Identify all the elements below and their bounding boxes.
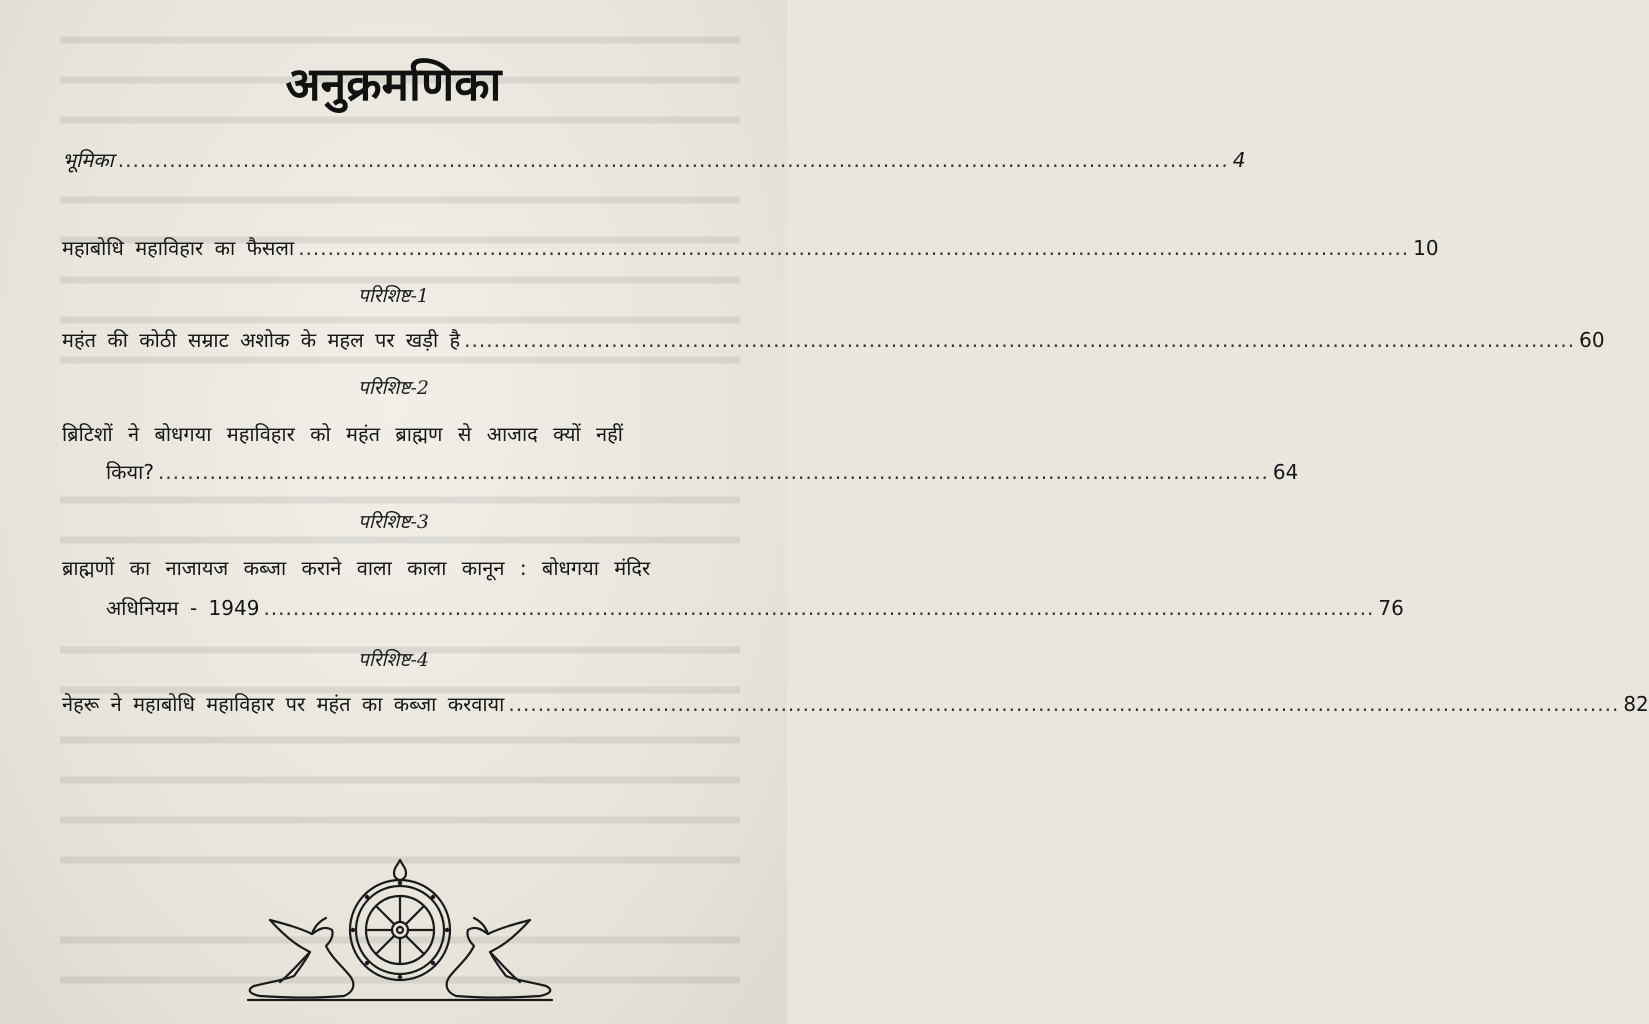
dot-leader: ....................................................................................................................................................... [298,236,1410,260]
toc-entry-black-law-line1[interactable]: ब्राह्मणों का नाजायज कब्जा कराने वाला काला कानून : बोधगया मंदिर [62,556,651,580]
toc-page-number: 4 [1232,148,1246,172]
toc-entry-label-continued: किया? [106,460,154,484]
appendix-heading-3: परिशिष्ट-3 [358,511,429,533]
toc-entry-label-continued: अधिनियम - 1949 [106,596,260,620]
toc-page-number: 76 [1378,596,1404,620]
dharma-wheel-with-deer-icon [240,858,560,1008]
toc-entry-label: महंत की कोठी सम्राट अशोक के महल पर खड़ी है [62,328,461,352]
toc-entry-british-line1[interactable]: ब्रिटिशों ने बोधगया महाविहार को महंत ब्राह्मण से आजाद क्यों नहीं [62,422,623,446]
toc-entry-nehru[interactable] [62,690,1649,717]
toc-page-number: 82 [1623,692,1649,716]
dot-leader: ....................................................................................................................................................... [117,148,1229,172]
appendix-heading-1: परिशिष्ट-1 [358,285,429,307]
dot-leader: ....................................................................................................................................................... [263,596,1375,620]
toc-entry-mahant-mansion[interactable] [62,326,1605,353]
toc-page-number: 64 [1272,460,1299,484]
toc-page-number: 60 [1579,328,1605,352]
toc-entry-label: नेहरू ने महाबोधि महाविहार पर महंत का कब्जा करवाया [62,692,505,716]
toc-entry-black-law[interactable] [106,594,1404,621]
dot-leader: ....................................................................................................................................................... [157,460,1269,484]
toc-entry-mahabodhi-verdict[interactable] [62,234,1439,261]
toc-entry-label: भूमिका [62,148,114,172]
toc-entry-british[interactable] [106,458,1299,485]
dot-leader: ....................................................................................................................................................... [508,692,1620,716]
toc-page-number: 10 [1413,236,1439,260]
toc-entry-preface[interactable] [62,146,1246,173]
toc-entry-label: महाबोधि महाविहार का फैसला [62,236,295,260]
appendix-heading-2: परिशिष्ट-2 [358,377,429,399]
appendix-heading-4: परिशिष्ट-4 [358,649,429,671]
dot-leader: ....................................................................................................................................................... [464,328,1576,352]
page-title: अनुक्रमणिका [285,57,502,111]
